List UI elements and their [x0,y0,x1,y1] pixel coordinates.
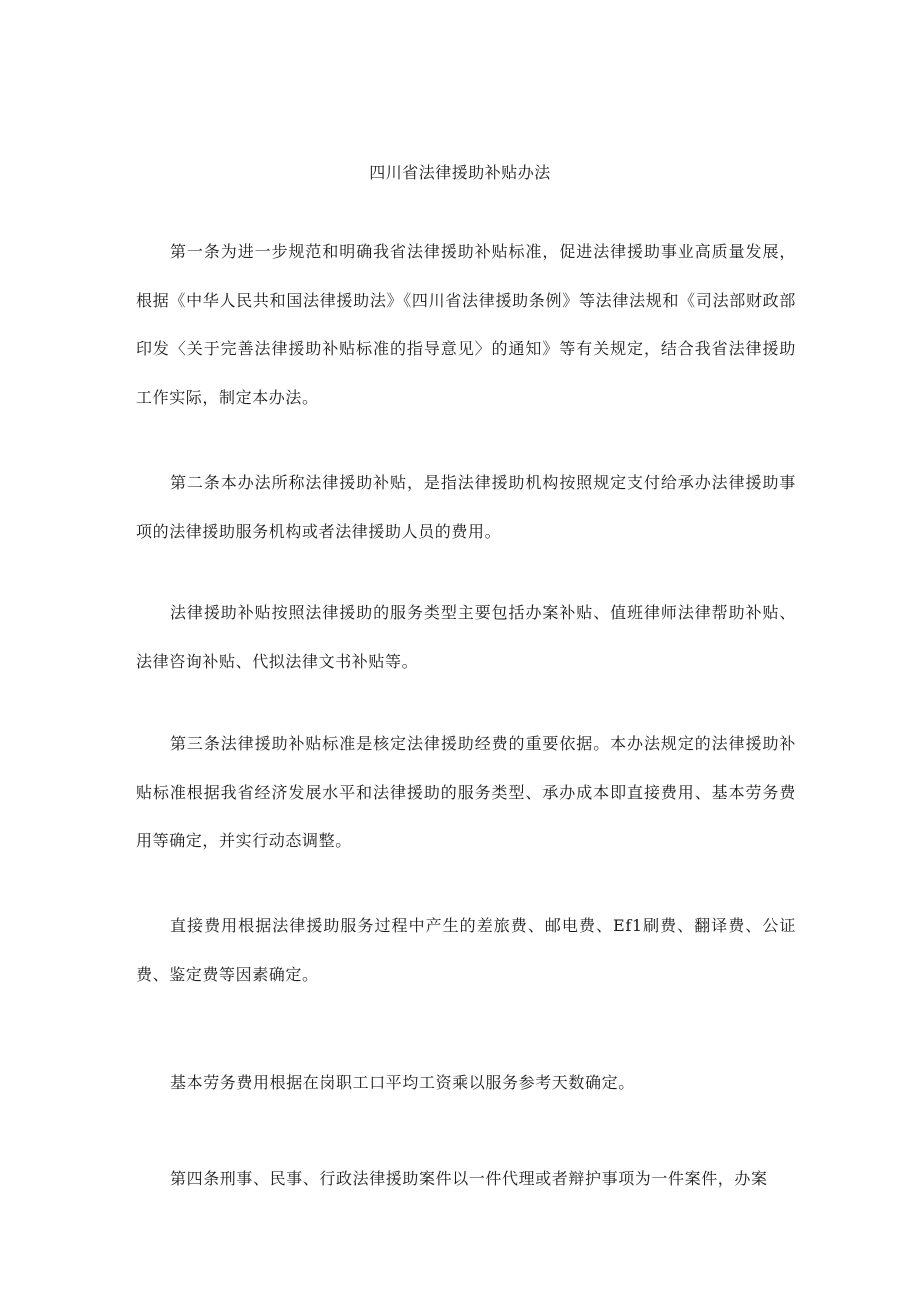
article-3-paragraph: 第三条法律援助补贴标准是核定法律援助经费的重要依据。本办法规定的法律援助补贴标准根据我省经济发展水平和法律援助的服务类型、承办成本即直接费用、基本劳务费用等确定，并实行动态调整。 [136,734,796,850]
labor-costs-paragraph: 基本劳务费用根据在岗职工口平均工资乘以服务参考天数确定。 [170,1073,635,1092]
subsidy-types-paragraph: 法律援助补贴按照法律援助的服务类型主要包括办案补贴、值班律师法律帮助补贴、法律咨询补贴、代拟法律文书补贴等。 [136,603,796,671]
article-1-paragraph: 第一条为进一步规范和明确我省法律援助补贴标准，促进法律援助事业高质量发展，根据《中华人民共和国法律援助法》《四川省法律援助条例》等法律法规和《司法部财政部印发〈关于完善法律援助补贴标准的指导意见〉的通知》等有关规定，结合我省法律援助工作实际，制定本办法。 [136,242,796,407]
document-title: 四川省法律援助补贴办法 [369,163,551,182]
direct-costs-paragraph: 直接费用根据法律援助服务过程中产生的差旅费、邮电费、Ef1刷费、翻译费、公证费、鉴定费等因素确定。 [136,916,796,984]
article-4-paragraph: 第四条刑事、民事、行政法律援助案件以一件代理或者辩护事项为一件案件，办案 [170,1169,768,1188]
article-2-paragraph: 第二条本办法所称法律援助补贴，是指法律援助机构按照规定支付给承办法律援助事项的法律援助服务机构或者法律援助人员的费用。 [136,473,796,541]
